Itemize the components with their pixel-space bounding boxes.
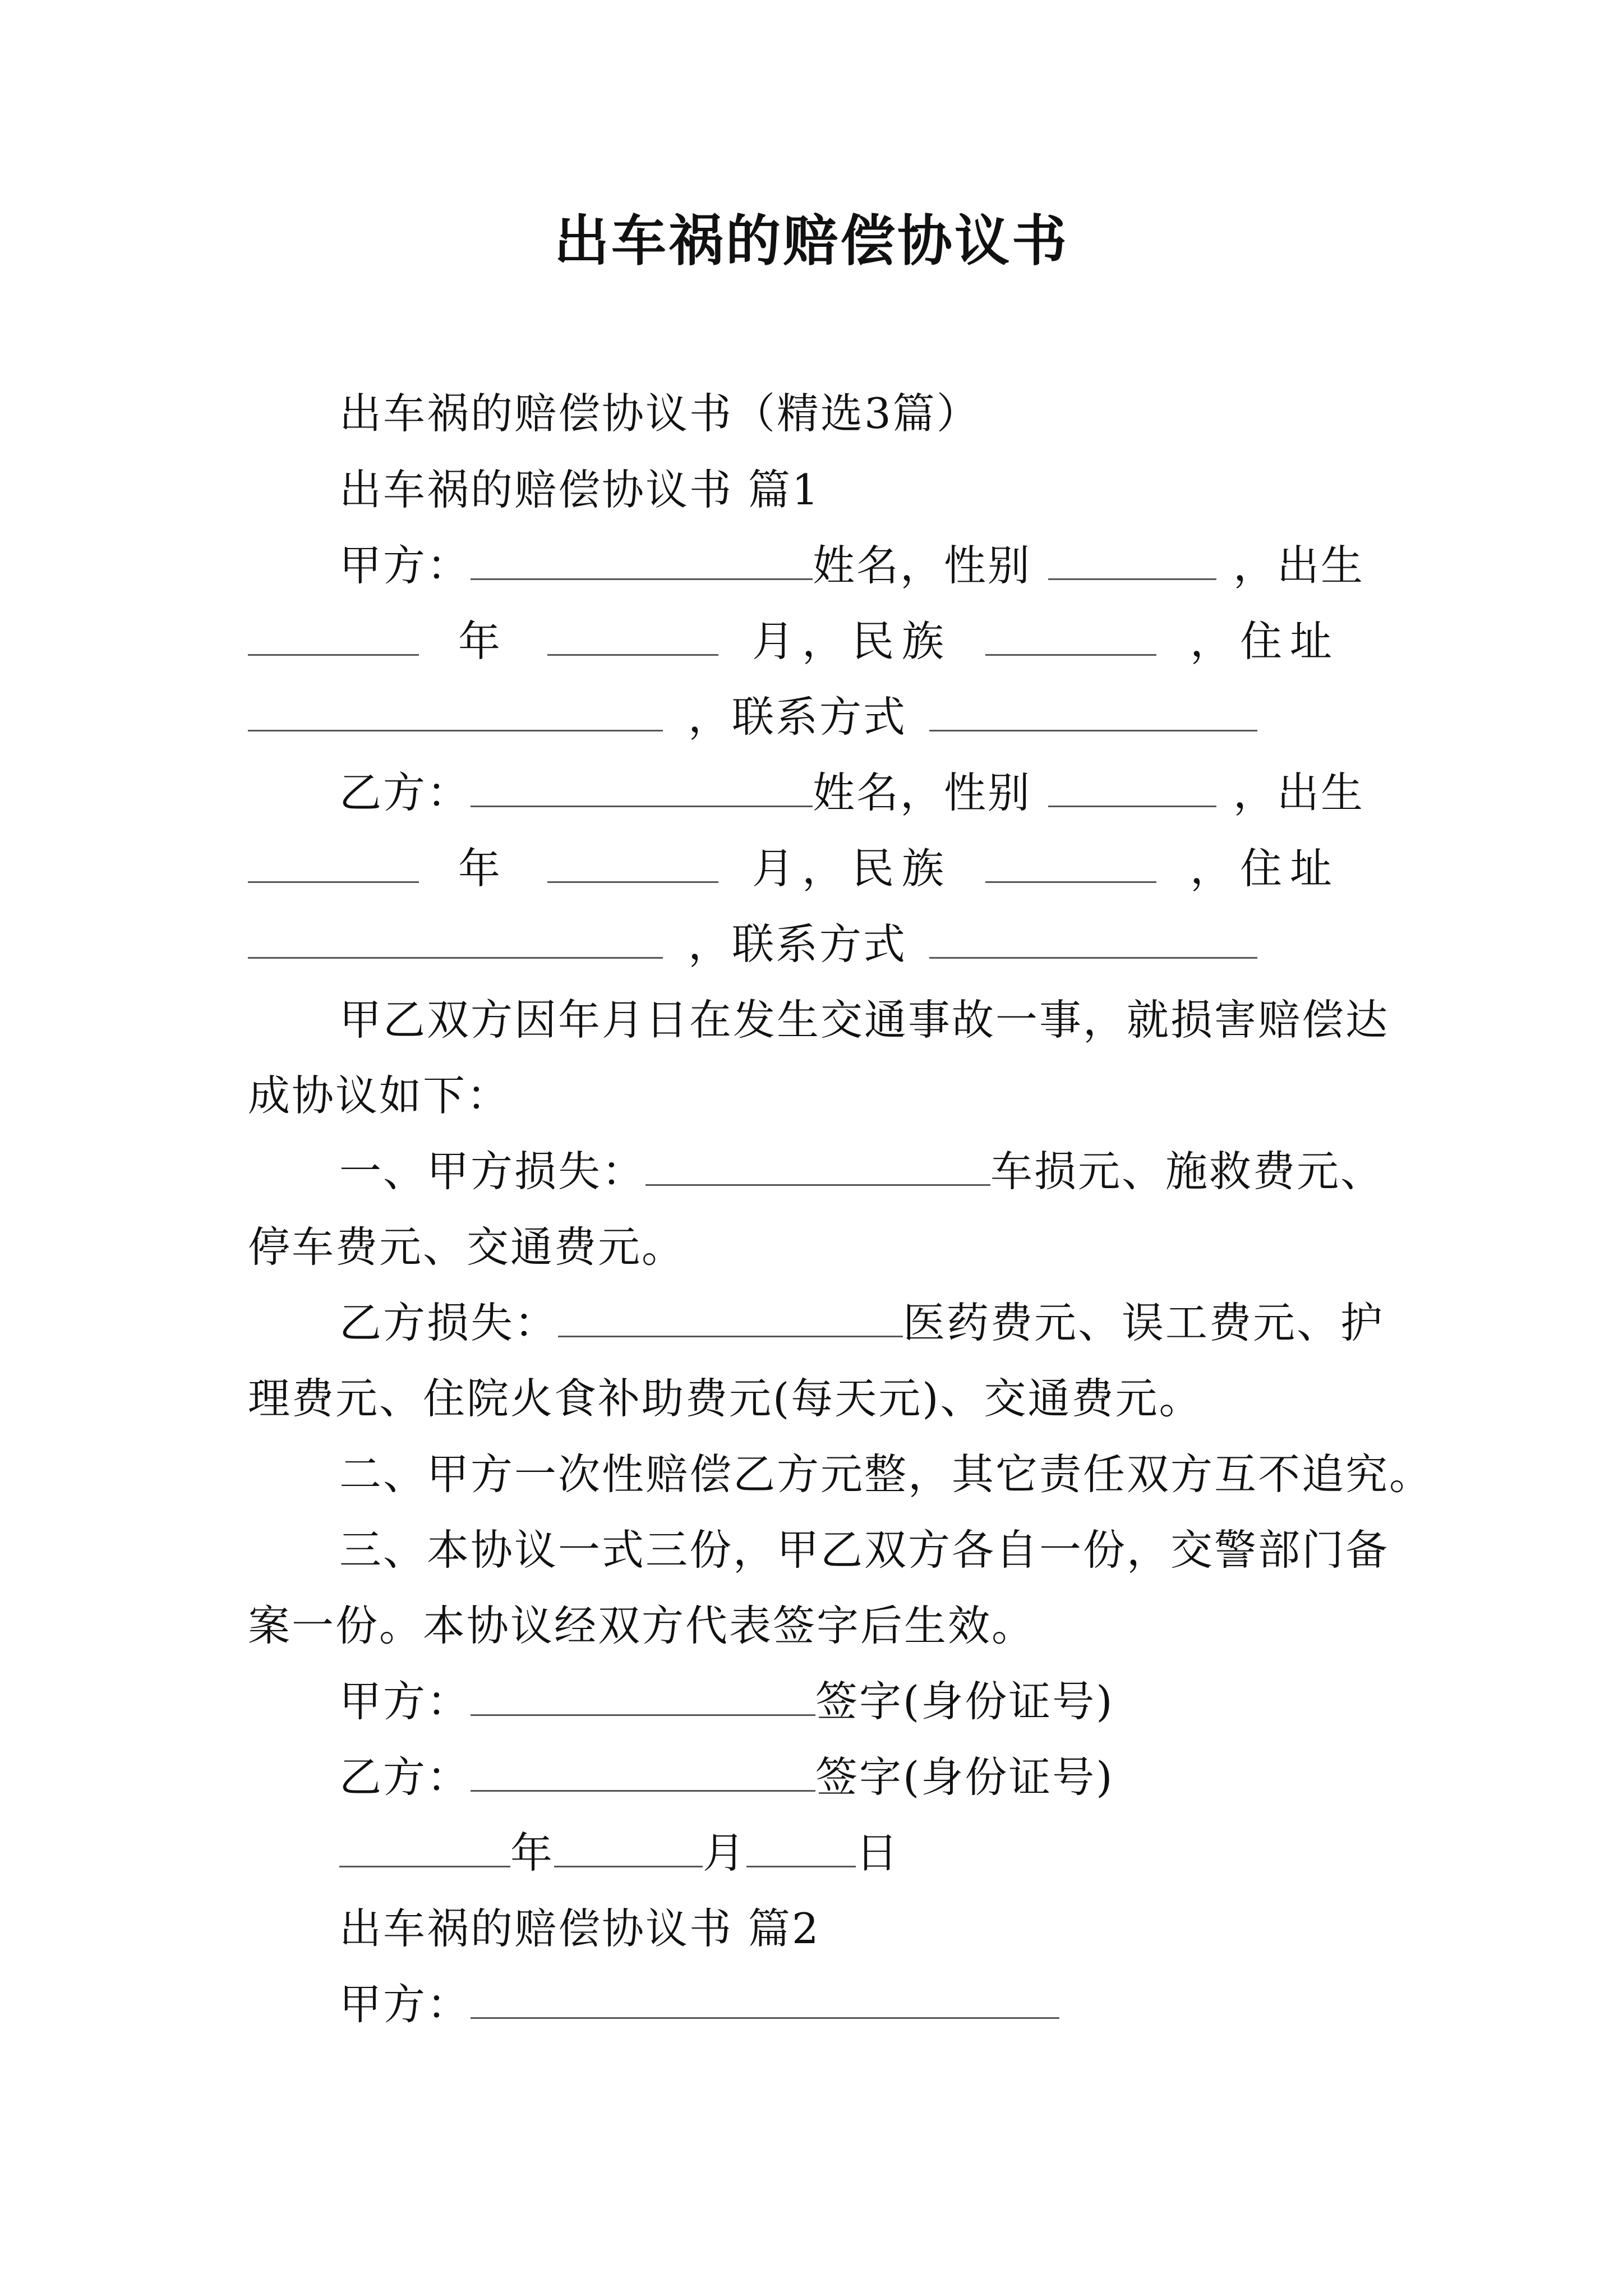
section2-heading: 出车祸的赔偿协议书 篇2	[339, 1904, 820, 1953]
contact-blank	[929, 689, 1257, 731]
party-a-signature-blank	[471, 1674, 815, 1716]
ethnicity-blank	[985, 614, 1156, 656]
address-blank	[248, 917, 663, 959]
item1b-blank	[558, 1295, 903, 1337]
date-year-blank	[339, 1825, 510, 1867]
item1b-line2: 理费元、住院火食补助费元(每天元)、交通费元。	[248, 1374, 1203, 1423]
party-a-birth-line	[248, 610, 1340, 672]
section2-party-a-blank	[471, 1977, 1059, 2019]
month-ethnicity-label: 月，民族	[752, 844, 952, 893]
party-a-label: 甲方：	[339, 541, 471, 590]
item1a-tail: 车损元、施救费元、	[990, 1147, 1385, 1196]
party-b-line	[339, 762, 1364, 823]
item1a-label: 一、甲方损失：	[339, 1147, 646, 1196]
signature-label: 签字(身份证号)	[815, 1752, 1114, 1802]
item1a-line1	[339, 1140, 1384, 1202]
section2-party-a-line	[339, 1973, 1059, 2035]
item2: 二、甲方一次性赔偿乙方元整，其它责任双方互不追究。	[339, 1450, 1433, 1499]
date-year-label: 年	[510, 1828, 555, 1878]
party-b-blank	[471, 765, 813, 807]
item3-line2: 案一份。本协议经双方代表签字后生效。	[248, 1601, 1036, 1650]
name-gender-label: 姓名，性别	[813, 541, 1032, 590]
year-label: 年	[458, 844, 509, 893]
item1a-line2: 停车费元、交通费元。	[248, 1222, 686, 1272]
address-label: ，住址	[1190, 844, 1340, 893]
date-month-label: 月	[703, 1828, 747, 1878]
birth-month-blank	[547, 614, 718, 656]
document-subtitle: 出车祸的赔偿协议书（精选3篇）	[339, 389, 980, 438]
birth-year-blank	[248, 614, 419, 656]
party-a-label: 甲方：	[339, 1677, 471, 1726]
address-label: ，住址	[1190, 616, 1340, 666]
month-ethnicity-label: 月，民族	[752, 616, 952, 666]
year-label: 年	[458, 616, 509, 666]
party-b-birth-line	[248, 838, 1340, 899]
party-b-contact-line	[248, 913, 1257, 975]
date-month-blank	[554, 1825, 703, 1867]
document-title: 出车祸的赔偿协议书	[554, 209, 1069, 273]
para1-line1: 甲乙双方因年月日在发生交通事故一事，就损害赔偿达	[339, 995, 1390, 1045]
para1-line2: 成协议如下：	[248, 1071, 511, 1120]
party-b-signature-blank	[471, 1750, 815, 1792]
item1b-tail: 医药费元、误工费元、护	[903, 1298, 1385, 1347]
date-day-blank	[746, 1825, 856, 1867]
party-a-label: 甲方：	[339, 1980, 471, 2029]
contact-label: ，联系方式	[688, 692, 907, 742]
item3-line1: 三、本协议一式三份，甲乙双方各自一份，交警部门备	[339, 1525, 1390, 1575]
signature-label: 签字(身份证号)	[815, 1677, 1114, 1726]
birth-year-blank	[248, 841, 419, 883]
date-day-label: 日	[856, 1828, 900, 1878]
birth-label: ，出生	[1233, 768, 1365, 817]
contact-label: ，联系方式	[688, 919, 907, 969]
party-a-line	[339, 535, 1364, 596]
birth-month-blank	[547, 841, 718, 883]
item1b-line1	[339, 1292, 1384, 1354]
address-blank	[248, 689, 663, 731]
ethnicity-blank	[985, 841, 1156, 883]
party-a-signature-line	[339, 1671, 1114, 1732]
party-b-label: 乙方：	[339, 768, 471, 817]
date-line	[339, 1822, 900, 1884]
birth-label: ，出生	[1233, 541, 1365, 590]
gender-blank	[1048, 765, 1216, 807]
party-a-contact-line	[248, 686, 1257, 748]
party-b-label: 乙方：	[339, 1752, 471, 1802]
item1a-blank	[645, 1144, 990, 1186]
section1-heading: 出车祸的赔偿协议书 篇1	[339, 465, 820, 514]
party-a-blank	[471, 538, 813, 580]
name-gender-label: 姓名，性别	[813, 768, 1032, 817]
gender-blank	[1048, 538, 1216, 580]
item1b-label: 乙方损失：	[339, 1298, 559, 1347]
party-b-signature-line	[339, 1746, 1114, 1808]
contact-blank	[929, 917, 1257, 959]
